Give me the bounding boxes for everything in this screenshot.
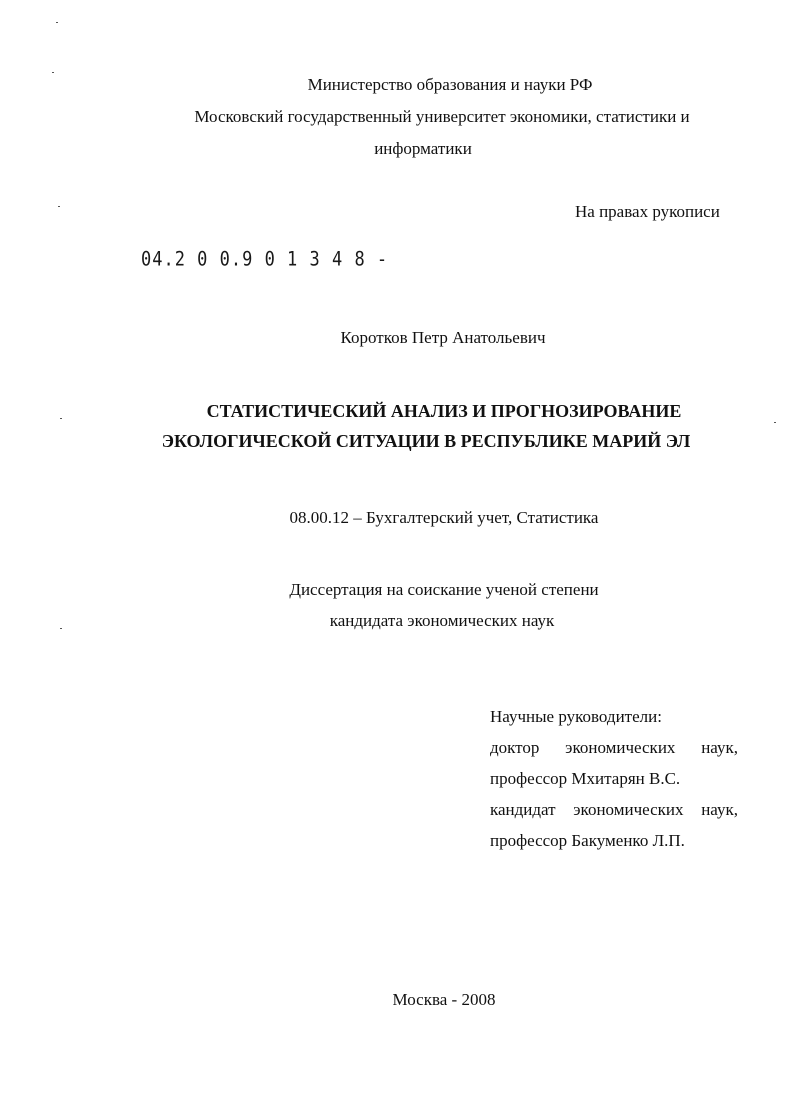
archive-stamp-number: 04.2 0 0.9 0 1 3 4 8 - — [141, 248, 389, 271]
university-line-1: Московский государственный университет экономики, статистики и — [194, 107, 690, 126]
supervisor-1-degree-word: экономических — [565, 738, 676, 757]
author-name: Коротков Петр Анатольевич — [340, 328, 546, 347]
scan-speck — [56, 22, 58, 23]
supervisor-2-degree — [490, 800, 738, 820]
degree-line-2: кандидата экономических наук — [329, 611, 555, 630]
supervisors-heading — [490, 707, 738, 727]
rights-note: На правах рукописи — [575, 202, 720, 221]
supervisor-1-degree-word: наук, — [701, 738, 738, 757]
supervisor-1-degree — [490, 738, 738, 758]
degree-line-1: Диссертация на соискание ученой степени — [289, 580, 599, 599]
city-year-footer: Москва - 2008 — [392, 990, 496, 1009]
scan-speck — [52, 72, 54, 73]
dissertation-title-line-1: СТАТИСТИЧЕСКИЙ АНАЛИЗ И ПРОГНОЗИРОВАНИЕ — [206, 401, 682, 421]
supervisor-2-degree-word: наук, — [701, 800, 738, 819]
supervisor-2-degree-word: экономических — [573, 800, 684, 819]
supervisor-2-degree-word: кандидат — [490, 800, 556, 819]
scan-speck — [774, 422, 776, 423]
supervisor-1-name-text: профессор Мхитарян В.С. — [490, 769, 681, 788]
ministry-heading: Министерство образования и науки РФ — [307, 75, 593, 94]
dissertation-title-line-2: ЭКОЛОГИЧЕСКОЙ СИТУАЦИИ В РЕСПУБЛИКЕ МАРИЙ ЭЛ — [161, 431, 691, 451]
scan-speck — [58, 206, 60, 207]
supervisor-2-name-text: профессор Бакуменко Л.П. — [490, 831, 685, 850]
supervisor-1-degree-word: доктор — [490, 738, 540, 757]
supervisor-1-name — [490, 769, 738, 789]
supervisor-2-name — [490, 831, 738, 851]
specialty-code: 08.00.12 – Бухгалтерский учет, Статистика — [289, 508, 599, 527]
supervisors-heading-text: Научные руководители: — [490, 707, 662, 726]
university-line-2: информатики — [374, 139, 472, 158]
